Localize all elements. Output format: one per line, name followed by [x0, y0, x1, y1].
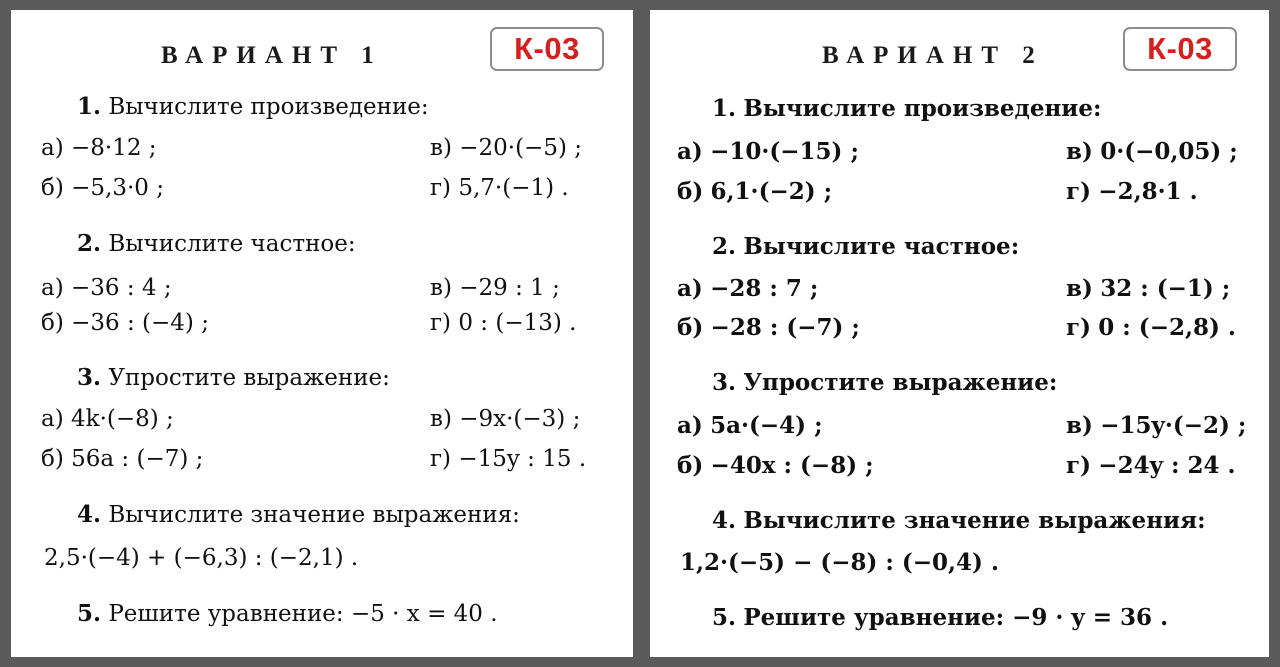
variant-2-title: ВАРИАНТ 2	[822, 42, 1044, 69]
task-5-heading	[712, 604, 1168, 631]
task-3-heading	[77, 364, 390, 391]
task-5-heading	[77, 600, 498, 627]
item-2v: в) −29 : 1 ;	[430, 275, 560, 301]
item-1g: г) −2,8·1 .	[1066, 178, 1198, 205]
item-3v: в) −15y·(−2) ;	[1066, 412, 1247, 439]
item-1a: а) −8·12 ;	[41, 135, 157, 161]
task-number: 5.	[77, 600, 102, 627]
item-2b: б) −36 : (−4) ;	[41, 310, 209, 336]
item-1v: в) 0·(−0,05) ;	[1066, 138, 1238, 165]
task-2-heading	[712, 233, 1019, 260]
task-number: 4.	[712, 507, 737, 534]
test-code-badge: К-03	[490, 27, 604, 71]
item-3v: в) −9x·(−3) ;	[430, 406, 581, 432]
task-2-heading	[77, 230, 356, 257]
task-text: Решите уравнение: −9 · y = 36 .	[743, 604, 1169, 631]
task-number: 4.	[77, 501, 102, 528]
task-text: Упростите выражение:	[743, 369, 1058, 396]
item-1v: в) −20·(−5) ;	[430, 135, 582, 161]
task-1-heading	[712, 95, 1101, 122]
item-2a: а) −36 : 4 ;	[41, 275, 172, 301]
task-text: Вычислите произведение:	[743, 95, 1102, 122]
task-text: Решите уравнение: −5 · x = 40 .	[108, 601, 498, 627]
item-3g: г) −24y : 24 .	[1066, 452, 1236, 479]
test-code-badge: К-03	[1123, 27, 1237, 71]
task-number: 1.	[77, 93, 102, 120]
task-3-heading	[712, 369, 1057, 396]
item-1b: б) −5,3·0 ;	[41, 175, 164, 201]
item-3g: г) −15y : 15 .	[430, 446, 587, 472]
task-1-heading	[77, 93, 429, 120]
task-text: Вычислите значение выражения:	[108, 502, 520, 528]
task-4-expression: 2,5·(−4) + (−6,3) : (−2,1) .	[44, 545, 359, 571]
task-4-heading	[77, 501, 520, 528]
item-2g: г) 0 : (−2,8) .	[1066, 314, 1236, 341]
task-4-heading	[712, 507, 1206, 534]
item-2g: г) 0 : (−13) .	[430, 310, 577, 336]
task-text: Вычислите значение выражения:	[743, 507, 1206, 534]
item-2b: б) −28 : (−7) ;	[677, 314, 860, 341]
task-number: 5.	[712, 604, 737, 631]
task-number: 2.	[712, 233, 737, 260]
task-text: Вычислите частное:	[108, 231, 356, 257]
task-text: Вычислите частное:	[743, 233, 1020, 260]
task-number: 2.	[77, 230, 102, 257]
task-number: 3.	[77, 364, 102, 391]
task-text: Вычислите произведение:	[108, 94, 429, 120]
item-3a: а) 4k·(−8) ;	[41, 406, 174, 432]
variant-2-panel	[650, 10, 1269, 657]
item-3b: б) 56a : (−7) ;	[41, 446, 204, 472]
task-text: Упростите выражение:	[108, 365, 390, 391]
item-1a: а) −10·(−15) ;	[677, 138, 859, 165]
item-2a: а) −28 : 7 ;	[677, 275, 819, 302]
item-1b: б) 6,1·(−2) ;	[677, 178, 833, 205]
task-4-expression: 1,2·(−5) − (−8) : (−0,4) .	[680, 549, 999, 576]
item-1g: г) 5,7·(−1) .	[430, 175, 569, 201]
item-2v: в) 32 : (−1) ;	[1066, 275, 1231, 302]
item-3b: б) −40x : (−8) ;	[677, 452, 874, 479]
task-number: 1.	[712, 95, 737, 122]
variant-1-panel	[11, 10, 633, 657]
item-3a: а) 5a·(−4) ;	[677, 412, 823, 439]
task-number: 3.	[712, 369, 737, 396]
variant-1-title: ВАРИАНТ 1	[161, 42, 383, 69]
